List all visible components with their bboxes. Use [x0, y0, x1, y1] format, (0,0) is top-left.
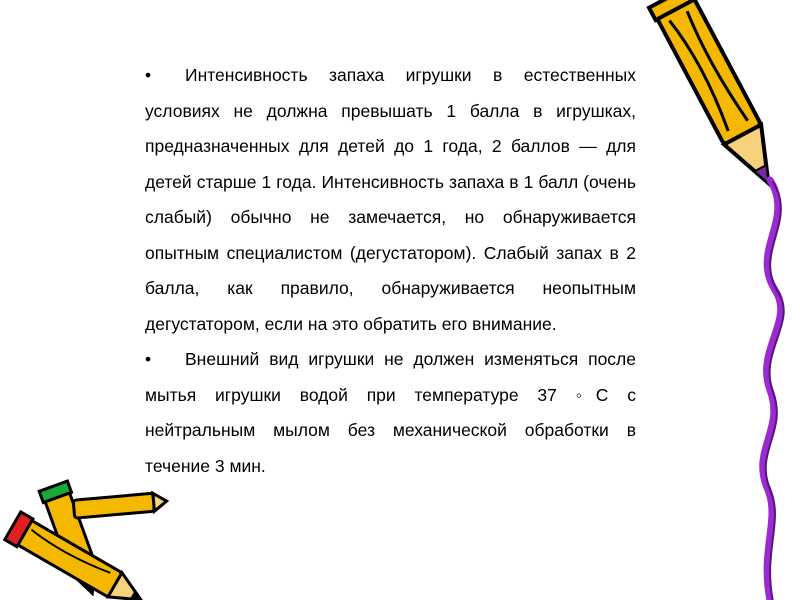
bullet-text: Интенсивность запаха игрушки в естественных условиях не должна превышать 1 балла в игрушках, предназначенных для детей до 1 года, 2 баллов — для детей старше 1 года. Интенсивность запаха в 1 балл (очень слабый) обычно не замечается, но обнаруживается опытным специалистом (дегустатором). Слабый запах в 2 балла, как правило, обнаруживается неопытным дегустатором, если на это обратить его внимание.: [145, 65, 636, 334]
text-body: [145, 58, 636, 484]
bullet-marker: •: [145, 349, 152, 369]
bullet-marker: •: [145, 65, 152, 85]
pencil-top-right-icon: [660, 0, 790, 200]
pencils-bottom-left-icon: [0, 480, 170, 600]
bullet-item: [145, 342, 636, 484]
bullet-text: Внешний вид игрушки не должен изменяться после мытья игрушки водой при температуре 37 ◦С с нейтральным мылом без механической обработки в течение 3 мин.: [145, 349, 636, 476]
squiggle-right-icon: [740, 180, 800, 600]
bullet-item: [145, 58, 636, 342]
